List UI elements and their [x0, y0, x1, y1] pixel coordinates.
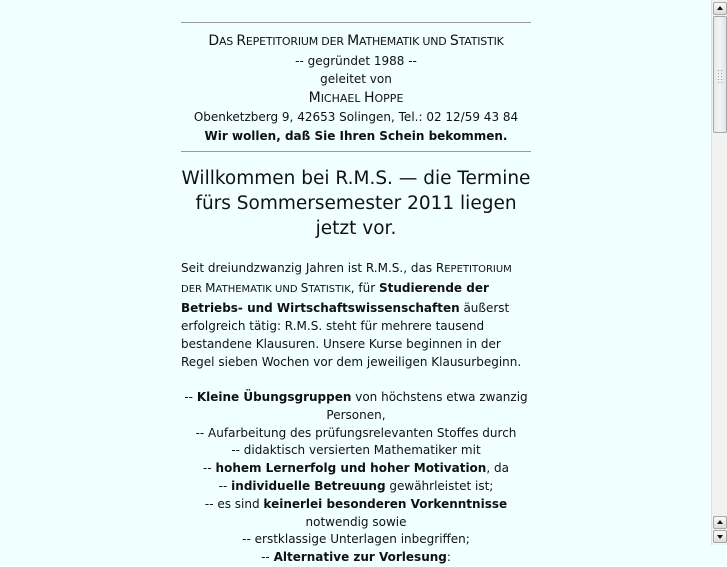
feature-emphasis: hohem Lernerfolg und hoher Motivation — [215, 461, 487, 476]
org-name-part: EPETITORIUM DER — [245, 35, 348, 48]
feature-text: -- — [203, 461, 216, 476]
org-name-part: R — [236, 33, 246, 49]
organization-name — [181, 32, 531, 52]
scroll-up-arrow-icon[interactable] — [713, 516, 727, 529]
feature-text: von höchstens etwa zwanzig Personen, — [326, 390, 528, 422]
feature-list — [181, 389, 531, 567]
feature-text: , da — [486, 461, 509, 476]
scroll-down-arrow-icon[interactable] — [713, 530, 727, 543]
org-name-part: AS — [218, 35, 237, 48]
intro-text: äußerst erfolgreich tätig: R.M.S. steht für mehrere tausend bestandene Klausuren. Unsere Kurse beginnen in der Regel sieben Wochen vor dem jeweiligen Klausurbeginn. — [181, 301, 522, 369]
director-name-part: OPPE — [374, 91, 404, 105]
feature-emphasis: individuelle Betreuung — [231, 478, 386, 493]
slogan: Wir wollen, daß Sie Ihren Schein bekommen. — [204, 128, 508, 143]
intro-smallcaps: M — [205, 281, 216, 295]
org-name-part: ATHEMATIK UND — [358, 35, 450, 48]
feature-text: : — [446, 550, 451, 565]
feature-text: -- erstklassige Unterlagen inbegriffen; — [242, 532, 470, 547]
led-by-line: geleitet von — [320, 72, 392, 86]
feature-text: -- — [184, 390, 197, 404]
feature-text: -- — [261, 550, 274, 565]
intro-smallcaps: ATHEMATIK UND — [215, 284, 301, 295]
feature-text: -- — [218, 478, 232, 493]
masthead — [181, 23, 531, 151]
scrollbar-thumb[interactable] — [713, 16, 727, 133]
feature-item — [181, 389, 531, 425]
content-column — [181, 22, 531, 567]
feature-text: -- Aufarbeitung des prüfungsrelevanten Stoffes durch — [195, 425, 517, 440]
feature-item — [181, 549, 531, 567]
feature-text: -- didaktisch versierten Mathematiker mit — [231, 443, 481, 458]
feature-item — [181, 460, 531, 478]
grip-icon — [717, 69, 724, 83]
intro-text: Seit dreiundzwanzig Jahren ist R.M.S., das — [181, 261, 436, 275]
target-audience: Studierende der Betriebs- und Wirtschaftswissenschaften — [181, 281, 489, 315]
intro-smallcaps: TATISTIK — [308, 284, 351, 295]
feature-text: notwendig sowie — [305, 514, 407, 529]
feature-item — [181, 442, 531, 460]
founded-line: -- gegründet 1988 -- — [295, 53, 417, 68]
org-name-part: D — [208, 33, 219, 49]
intro-paragraph — [181, 259, 531, 371]
vertical-scrollbar[interactable] — [711, 0, 727, 545]
feature-item — [181, 425, 531, 443]
address-line: Obenketzberg 9, 42653 Solingen, Tel.: 02 12/59 43 84 — [193, 110, 519, 124]
feature-item — [181, 478, 531, 496]
director-name-part: H — [363, 89, 375, 106]
feature-item — [181, 496, 531, 532]
intro-smallcaps: R — [435, 261, 445, 275]
feature-text: -- es sind — [204, 496, 264, 511]
intro-smallcaps: S — [300, 281, 309, 295]
page-headline: Willkommen bei R.M.S. — die Termine fürs Sommersemester 2011 liegen jetzt vor. — [181, 168, 531, 239]
intro-smallcaps: EPETITORIUM DER — [181, 264, 512, 295]
scroll-up-top-arrow-icon[interactable] — [713, 2, 727, 15]
intro-text: , für — [350, 281, 379, 295]
feature-item — [181, 531, 531, 549]
feature-emphasis: Kleine Übungsgruppen — [196, 390, 352, 404]
director-name — [181, 89, 531, 109]
feature-emphasis: Alternative zur Vorlesung — [273, 550, 447, 565]
org-name-part: S — [449, 33, 459, 49]
org-name-part: TATISTIK — [458, 35, 504, 48]
feature-text: gewährleistet ist; — [385, 478, 494, 493]
director-name-part: ICHAEL — [320, 91, 364, 105]
feature-emphasis: keinerlei besonderen Vorkenntnisse — [263, 496, 508, 511]
org-name-part: M — [347, 33, 359, 49]
director-name-part: M — [308, 89, 321, 106]
